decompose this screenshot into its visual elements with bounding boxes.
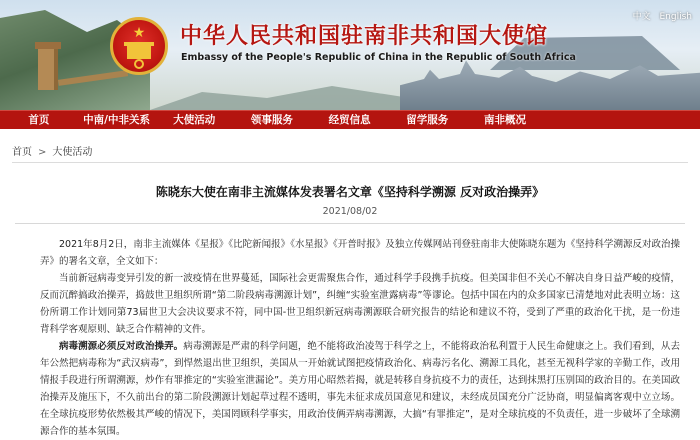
- breadcrumb: [12, 143, 92, 158]
- breadcrumb-current-link[interactable]: 大使活动: [52, 147, 93, 158]
- paragraph-lead: 病毒溯源必须反对政治操弄。: [59, 341, 184, 352]
- hills-scenery: [150, 80, 410, 110]
- lang-chinese-link[interactable]: 中文: [632, 12, 651, 22]
- article-title: 陈晓东大使在南非主流媒体发表署名文章《坚持科学溯源 反对政治操弄》: [155, 185, 545, 199]
- nav-item-relations[interactable]: 中南/中非关系: [83, 114, 150, 126]
- article-date: 2021/08/02: [322, 206, 378, 217]
- nav-item-study[interactable]: 留学服务: [406, 114, 449, 126]
- national-emblem-icon[interactable]: ★: [110, 17, 168, 75]
- main-nav: [0, 110, 700, 129]
- article-paragraph: 当前新冠病毒变异引发的新一波疫情在世界蔓延，国际社会更需聚焦合作，通过科学手段携手抗疫。但美国非但不关心不解决自身日益严峻的疫情，反而沉醉搞政治操弄，捣鼓世卫组织所谓“第二阶段病毒溯源计划”，纠缠“实验室泄露病毒”等谬论。包括中国在内的众多国家已清楚地对此表明立场：这份所谓工作计划同第73届世卫大会决议要求不符，同中国-世卫组织新冠病毒溯源联合研究报告的结论和建议不符，受到了严重的政治化干扰，是一份违背科学客观原则、缺乏合作精神的文件。: [40, 273, 680, 335]
- lang-english-link[interactable]: English: [659, 12, 692, 22]
- article-paragraph: [40, 338, 680, 440]
- article-paragraph: 2021年8月2日，南非主流媒体《星报》《比陀新闻报》《水星报》《开普时报》及独立传媒网站刊登驻南非大使陈晓东题为《坚持科学溯源反对政治操弄》的署名文章，全文如下：: [40, 239, 680, 267]
- nav-item-ambassador[interactable]: 大使活动: [173, 114, 216, 126]
- nav-item-south-africa[interactable]: 南非概况: [483, 114, 526, 126]
- header-banner: [0, 0, 700, 110]
- breadcrumb-separator: >: [38, 147, 47, 158]
- paragraph-text: 病毒溯源是严肃的科学问题，绝不能将政治凌驾于科学之上，不能将政治私利置于人民生命健康之上。我们看到，从去年公然把病毒称为“武汉病毒”，到悍然退出世卫组织，美国从一开始就试图把疫情政治化、病毒污名化、溯源工具化，甚至无视科学家的辛勤工作，改用情报手段进行所谓溯源，炒作有罪推定的“实验室泄漏论”。美方用心昭然若揭，就是转移自身抗疫不力的责任，达到抹黑打压别国的政治目的。在美国政治操弄及施压下，不久前出台的第二阶段溯源计划起草过程不透明，事先未征求成员国意见和建议，未经成员国充分广泛协商，明显偏离客观中立立场。在全球抗疫形势依然极其严峻的情况下，美国罔顾科学事实，用政治伎俩弄病毒溯源，大搞“有罪推定”，是对全球抗疫的不负责任，进一步破坏了全球溯源合作的基本氛围。: [40, 341, 680, 437]
- article-divider: [15, 223, 685, 224]
- article-body: [40, 236, 680, 440]
- nav-item-trade[interactable]: 经贸信息: [328, 114, 371, 126]
- site-title-en: Embassy of the People's Republic of China in the Republic of South Africa: [181, 52, 576, 63]
- site-title-cn: 中华人民共和国驻南非共和国大使馆: [180, 24, 549, 49]
- breadcrumb-home-link[interactable]: 首页: [12, 147, 32, 158]
- nav-item-consular[interactable]: 领事服务: [250, 114, 293, 126]
- nav-item-home[interactable]: 首页: [28, 114, 50, 126]
- breadcrumb-divider: [12, 162, 688, 163]
- great-wall-tower: [38, 48, 58, 90]
- language-switcher: [627, 9, 692, 22]
